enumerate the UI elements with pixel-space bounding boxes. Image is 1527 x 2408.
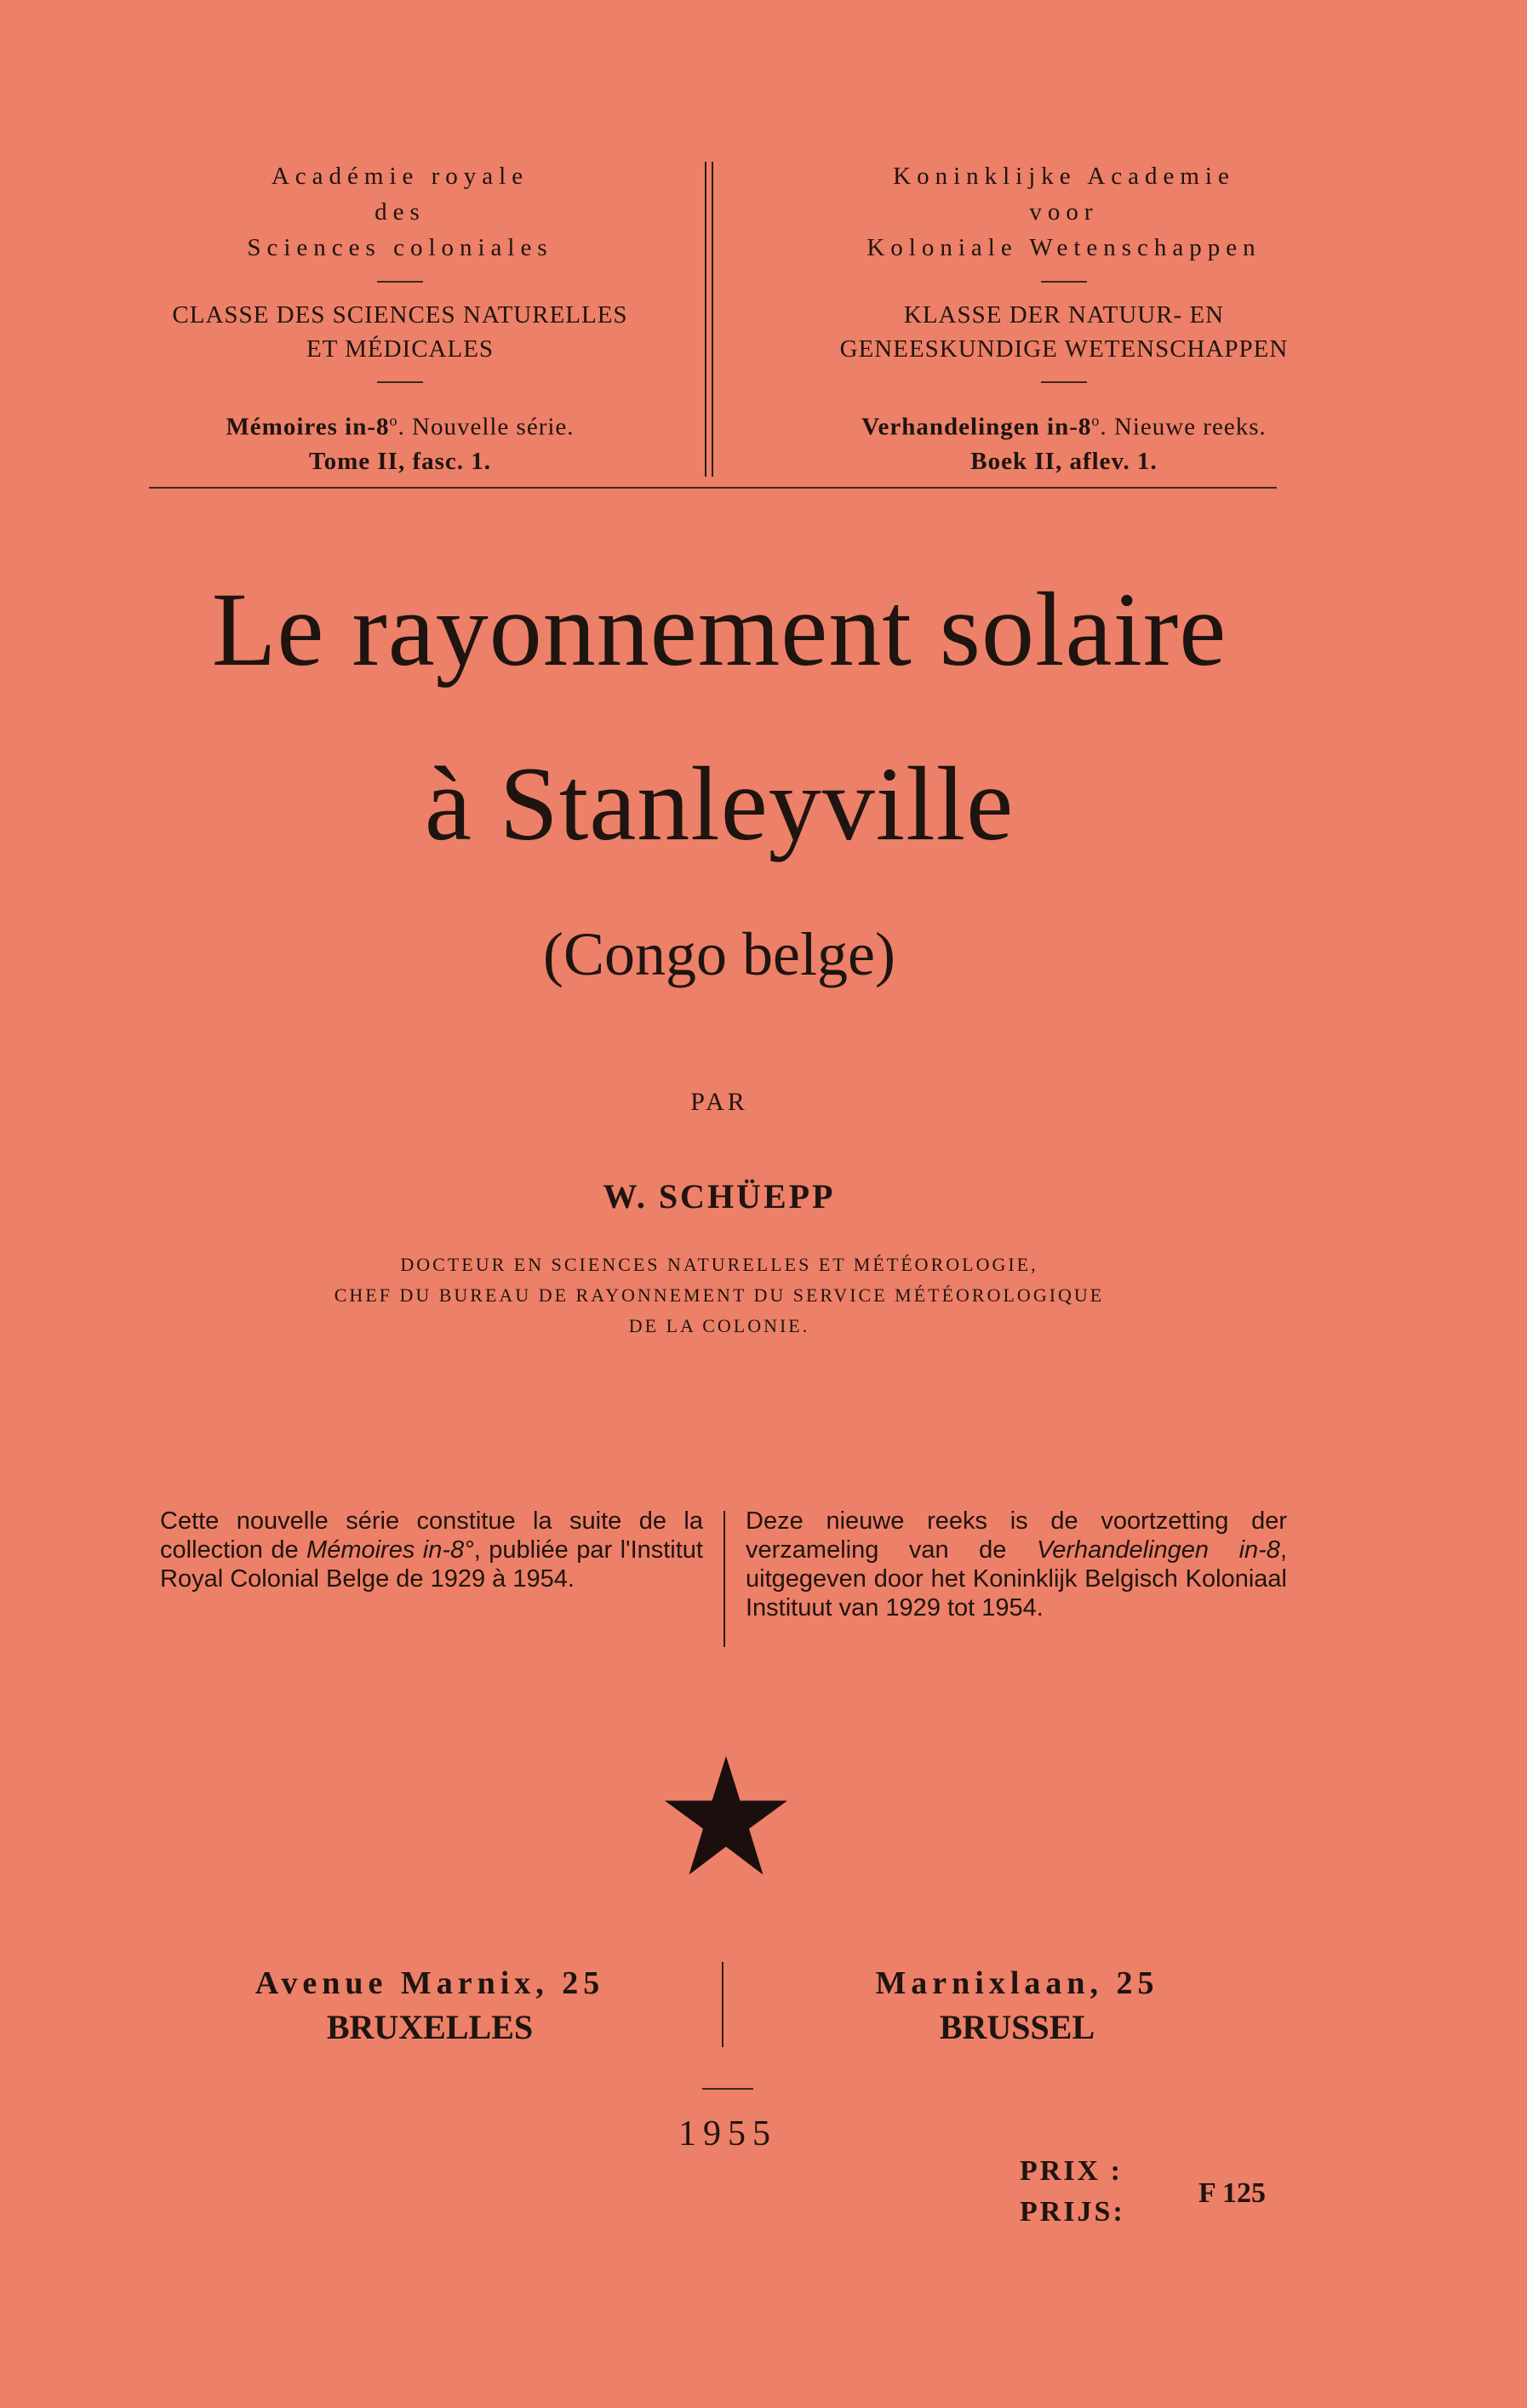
header-divider (712, 162, 713, 477)
notice-divider (723, 1511, 725, 1647)
title-line3: (Congo belge) (543, 920, 895, 988)
notice-nl-italic: Verhandelingen in-8 (1036, 1536, 1280, 1564)
series-nl-sup: o (1091, 412, 1101, 429)
address-nl-city: BRUSSEL (939, 2008, 1095, 2046)
address-fr (153, 1965, 706, 2047)
year-dash (702, 2088, 753, 2090)
series-fr (136, 403, 664, 444)
series-nl (723, 403, 1404, 444)
credential-line3: DE LA COLONIE. (628, 1315, 810, 1336)
price-label-fr: PRIX : (1020, 2155, 1123, 2187)
address-fr-street: Avenue Marnix, 25 (254, 1965, 605, 2001)
address-nl (749, 1965, 1285, 2047)
volume-nl: Boek II, aflev. 1. (970, 447, 1158, 475)
academy-name-nl-line2: voor (1029, 198, 1099, 226)
academy-name-fr-line2: des (375, 198, 426, 226)
series-fr-label: Mémoires in-8 (226, 413, 390, 441)
series-fr-rest: . Nouvelle série. (397, 413, 575, 441)
notice-nl-text2: , uitgegeven door het Koninklijk Belgisch Koloniaal Instituut van 1929 tot 1954. (746, 1536, 1287, 1622)
header-left (136, 158, 664, 478)
address-fr-city: BRUXELLES (326, 2008, 534, 2046)
author-name: W. SCHÜEPP (603, 1177, 836, 1215)
address-nl-street: Marnixlaan, 25 (875, 1965, 1159, 2001)
price-value: F 125 (1198, 2177, 1267, 2209)
academy-name-nl-line1: Koninklijke Academie (893, 163, 1235, 190)
class-name-nl-line2: GENEESKUNDIGE WETENSCHAPPEN (839, 335, 1289, 363)
price-labels (1020, 2151, 1125, 2233)
class-name-nl-line1: KLASSE DER NATUUR- EN (903, 301, 1225, 329)
class-name-fr-line1: CLASSE DES SCIENCES NATURELLES (172, 301, 628, 329)
series-fr-sup: o (389, 412, 398, 429)
academy-name-nl-line3: Koloniale Wetenschappen (866, 234, 1261, 261)
title-line2: à Stanleyville (424, 746, 1015, 862)
star-icon (662, 1753, 790, 1881)
header-underline (149, 487, 1277, 489)
notice-fr-italic: Mémoires in-8° (306, 1536, 474, 1564)
by-label: PAR (690, 1088, 748, 1116)
series-nl-rest: . Nieuwe reeks. (1100, 413, 1267, 441)
academy-name-fr-line1: Académie royale (271, 163, 529, 190)
header-right (723, 158, 1404, 478)
credential-line2: CHEF DU BUREAU DE RAYONNEMENT DU SERVICE MÉTÉOROLOGIQUE (334, 1284, 1105, 1306)
notice-nl-text1: Deze nieuwe reeks is de voortzetting der verzameling van de (746, 1507, 1287, 1564)
title-line1: Le rayonnement solaire (211, 571, 1227, 688)
address-divider (722, 1962, 723, 2047)
header-divider (705, 162, 706, 477)
notice-fr (160, 1507, 703, 1593)
class-name-fr-line2: ET MÉDICALES (306, 335, 495, 363)
volume-fr: Tome II, fasc. 1. (308, 447, 492, 475)
author-credentials (0, 1250, 1438, 1341)
academy-name-fr-line3: Sciences coloniales (247, 234, 553, 261)
notice-nl (746, 1507, 1287, 1622)
price-label-nl: PRIJS: (1020, 2196, 1125, 2228)
publication-year: 1955 (678, 2114, 777, 2153)
series-nl-label: Verhandelingen in-8 (861, 413, 1092, 441)
notice-fr-text2: , publiée par l'Institut Royal Colonial Belge de 1929 à 1954. (160, 1536, 703, 1593)
notice-fr-text1: Cette nouvelle série constitue la suite de la collection de (160, 1507, 703, 1564)
credential-line1: DOCTEUR EN SCIENCES NATURELLES ET MÉTÉOROLOGIE, (400, 1254, 1038, 1275)
